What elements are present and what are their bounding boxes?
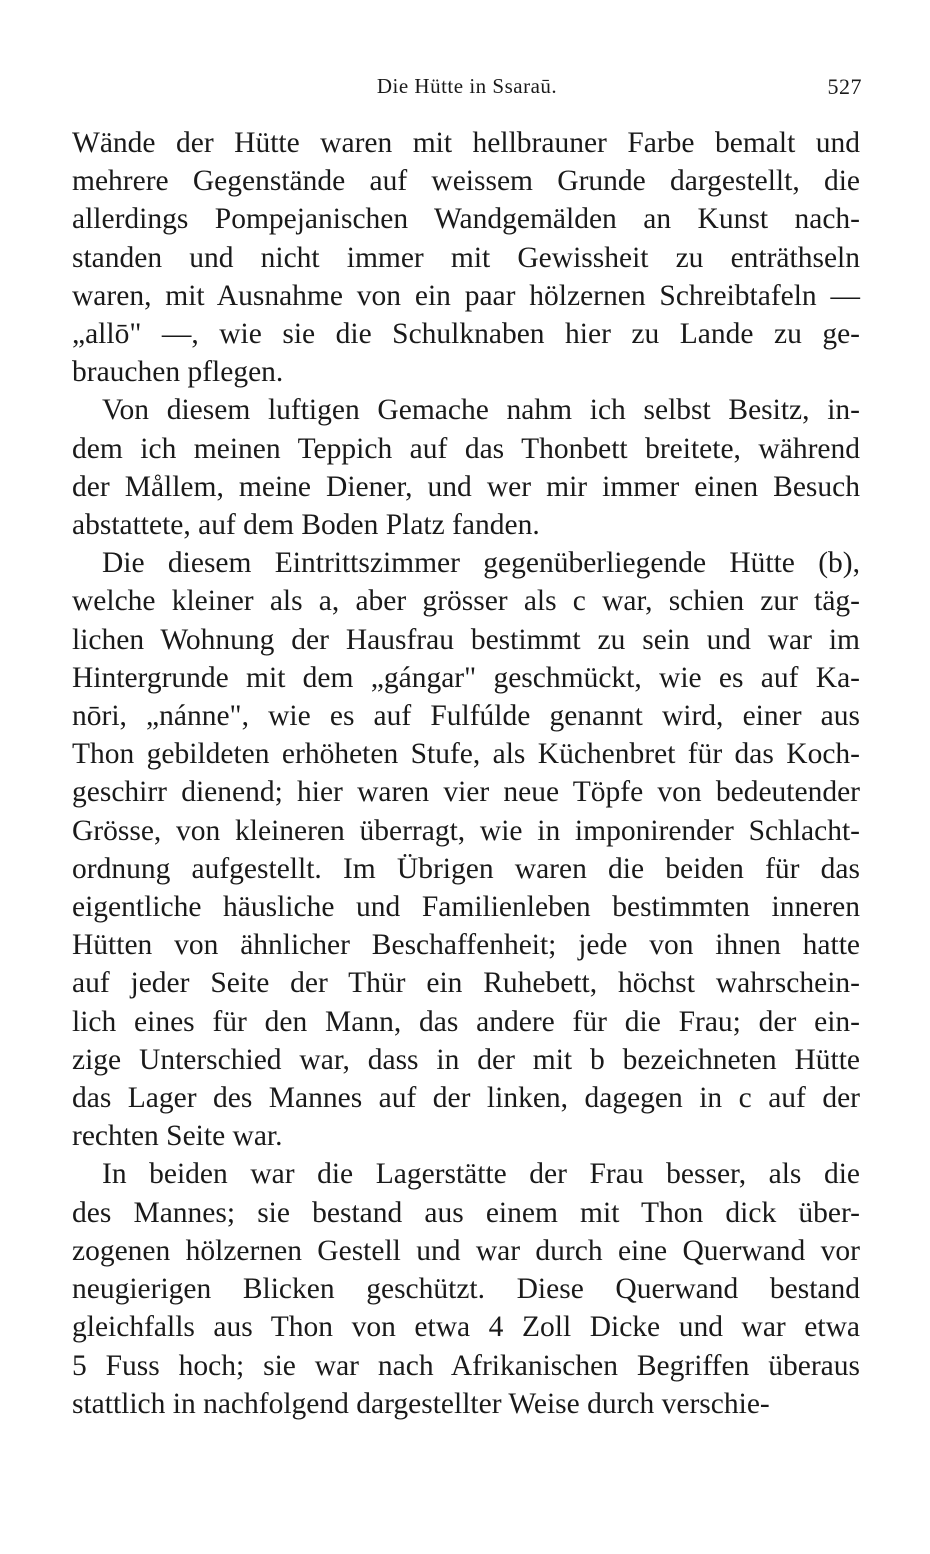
text-line: lichen Wohnung der Hausfrau bestimmt zu sein und war im <box>72 623 860 656</box>
text-line: Wände der Hütte waren mit hellbrauner Farbe bemalt und <box>72 127 860 159</box>
text-line: nōri, „nánne", wie es auf Fulfúlde genannt wird, einer aus <box>72 700 860 733</box>
text-line: 5 Fuss hoch; sie war nach Afrikanischen Begriffen überaus <box>72 1349 860 1382</box>
text-line: waren, mit Ausnahme von ein paar hölzernen Schreibtafeln — <box>72 279 860 312</box>
paragraph <box>72 391 860 544</box>
running-head <box>72 74 862 104</box>
text-line: das Lager des Mannes auf der linken, dagegen in c auf der <box>72 1082 860 1115</box>
text-line: stattlich in nachfolgend dargestellter Weise durch verschie- <box>72 1387 770 1420</box>
text-line: zige Unterschied war, dass in der mit b bezeichneten Hütte <box>72 1043 860 1076</box>
paragraph <box>72 124 860 391</box>
text-line: In beiden war die Lagerstätte der Frau besser, als die <box>102 1158 860 1191</box>
text-line: zogenen hölzernen Gestell und war durch eine Querwand vor <box>72 1234 860 1267</box>
body-text <box>72 124 860 1423</box>
text-line: eigentliche häusliche und Familienleben bestimmten inneren <box>72 891 860 924</box>
text-line: „allō" —, wie sie die Schulknaben hier zu Lande zu ge- <box>72 318 860 351</box>
text-line: allerdings Pompejanischen Wandgemälden an Kunst nach- <box>72 203 860 236</box>
text-line: auf jeder Seite der Thür ein Ruhebett, höchst wahrschein- <box>72 967 860 1000</box>
text-line: Thon gebildeten erhöheten Stufe, als Küchenbret für das Koch- <box>72 738 860 771</box>
text-line: brauchen pflegen. <box>72 356 284 389</box>
text-line: Hütten von ähnlicher Beschaffenheit; jede von ihnen hatte <box>72 929 860 962</box>
text-line: welche kleiner als a, aber grösser als c war, schien zur täg- <box>72 585 860 618</box>
page-number: 527 <box>827 74 862 99</box>
text-line: der Mållem, meine Diener, und wer mir immer einen Besuch <box>72 470 860 503</box>
text-line: ordnung aufgestellt. Im Übrigen waren die beiden für das <box>72 852 860 885</box>
text-line: dem ich meinen Teppich auf das Thonbett breitete, während <box>72 432 860 465</box>
text-line: Die diesem Eintrittszimmer gegenüberliegende Hütte (b), <box>102 547 860 580</box>
text-line: des Mannes; sie bestand aus einem mit Thon dick über- <box>72 1196 860 1229</box>
text-line: abstattete, auf dem Boden Platz fanden. <box>72 509 540 542</box>
text-line: Hintergrunde mit dem „gángar" geschmückt, wie es auf Ka- <box>72 661 860 694</box>
running-title: Die Hütte in Ssaraū. <box>376 74 558 98</box>
text-line: standen und nicht immer mit Gewissheit zu enträthseln <box>72 241 860 274</box>
text-line: lich eines für den Mann, das andere für die Frau; der ein- <box>72 1005 860 1038</box>
text-line: geschirr dienend; hier waren vier neue Töpfe von bedeutender <box>72 776 860 809</box>
text-line: gleichfalls aus Thon von etwa 4 Zoll Dicke und war etwa <box>72 1311 860 1344</box>
text-line: rechten Seite war. <box>72 1120 283 1153</box>
text-line: mehrere Gegenstände auf weissem Grunde dargestellt, die <box>72 165 860 198</box>
paragraph <box>72 544 860 1155</box>
paragraph <box>72 1155 860 1422</box>
text-line: neugierigen Blicken geschützt. Diese Querwand bestand <box>72 1273 860 1306</box>
text-line: Von diesem luftigen Gemache nahm ich selbst Besitz, in- <box>102 394 860 427</box>
text-line: Grösse, von kleineren überragt, wie in imponirender Schlacht- <box>72 814 860 847</box>
